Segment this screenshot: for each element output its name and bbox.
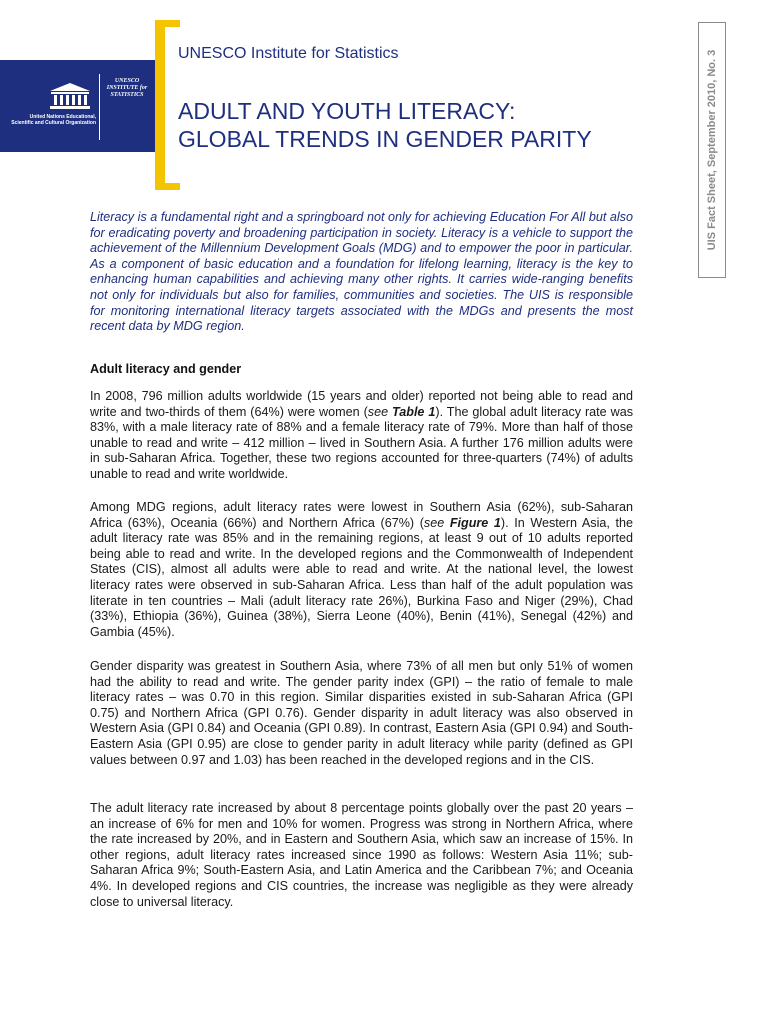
paragraph-2	[90, 500, 633, 640]
unesco-temple-icon	[48, 82, 92, 110]
un-caption: United Nations Educational, Scientific and Cultural Organization	[11, 114, 96, 126]
paragraph-4: The adult literacy rate increased by about 8 percentage points globally over the past 20 years – an increase of 6% for men and 10% for women. Progress was strong in Northern Africa, where the rate increased by 20%, and in Eastern and Southern Asia, which saw an increase of 15%. In other regions, adult literacy rates increased since 1990 as follows: Western Asia 11%; sub-Saharan Africa 9%; South-Eastern Asia, and Latin America and the Caribbean 7%; and Oceania 4%. In developed regions and CIS countries, the increase was negligible as they were already close to universal literacy.	[90, 801, 633, 909]
logo-divider	[99, 74, 100, 140]
title-line-2: GLOBAL TRENDS IN GENDER PARITY	[178, 126, 592, 152]
paragraph-3: Gender disparity was greatest in Southern Asia, where 73% of all men but only 51% of women had the ability to read and write. The gender parity index (GPI) – the ratio of female to male literacy rates – was 0.70 in this region. Similar disparities existed in sub-Saharan Africa (GPI 0.75) and Northern Africa (GPI 0.76). Gender disparity in adult literacy was also observed in Western Asia (GPI 0.84) and Oceania (GPI 0.89). In contrast, Eastern Asia (GPI 0.94) and South-Eastern Asia (GPI 0.95) are close to gender parity in adult literacy while parity (defined as GPI values between 0.97 and 1.03) has been reached in the developed regions and in the CIS.	[90, 659, 633, 767]
section-heading: Adult literacy and gender	[90, 362, 242, 376]
paragraph-2-text-a: Among MDG regions, adult literacy rates were lowest in Southern Asia (62%), sub-Saharan Africa (63%), Oceania (66%) and Northern Africa (67%) (	[90, 500, 633, 530]
see-word: see	[423, 515, 445, 530]
yellow-bracket-bottom	[155, 183, 180, 190]
yellow-bracket-top	[155, 20, 180, 27]
paragraph-1	[90, 389, 633, 483]
uis-logo-text: UNESCO INSTITUTE for STATISTICS	[106, 78, 148, 98]
yellow-bracket	[155, 20, 165, 190]
intro-paragraph: Literacy is a fundamental right and a springboard not only for achieving Education For All but also for eradicating poverty and broadening participation in society. Literacy is a vehicle to support the achievement of the Millennium Development Goals (MDG) and to empower the poor in particular. As a component of basic education and a foundation for lifelong learning, literacy is the key to enhancing human capabilities and achieving many other rights. It carries wide-ranging benefits not only for individuals but also for families, communities and societies. The UIS is responsible for monitoring international literacy targets associated with the MDGs and presents the most recent data by MDG region.	[90, 210, 633, 334]
table-1-reference: Table 1	[392, 404, 436, 419]
paragraph-2-text-b: ). In Western Asia, the adult literacy rate was 85% and in the remaining regions, at least 9 out of 10 adults reported being able to read and write. In the developed regions and the Commonwealth of Independent States (CIS), almost all adults were able to read and write. At the national level, the lowest literacy rates were observed in sub-Saharan Africa. Less than half of the adult population was literate in ten countries – Mali (adult literacy rate 26%), Burkina Faso and Niger (29%), Chad (33%), Ethiopia (36%), Guinea (38%), Sierra Leone (40%), Benin (41%), Senegal (42%) and Gambia (45%).	[90, 515, 633, 639]
see-word: see	[367, 404, 389, 419]
unesco-logo-block	[0, 60, 155, 152]
figure-1-reference: Figure 1	[449, 515, 501, 530]
fact-sheet-label: UIS Fact Sheet, September 2010, No. 3	[706, 49, 718, 251]
paragraph-1-text-b: ). The global adult literacy rate was 83%, with a male literacy rate of 88% and a female literacy rate of 79%. More than half of those unable to read and write – 412 million – lived in Southern Asia. A further 176 million adults were in sub-Saharan Africa. Together, these two regions accounted for three-quarters (74%) of adults unable to read and write worldwide.	[90, 404, 633, 481]
title-line-1: ADULT AND YOUTH LITERACY:	[178, 98, 516, 124]
organization-name: UNESCO Institute for Statistics	[178, 45, 399, 62]
page-title	[178, 97, 592, 153]
paragraph-1-text-a: In 2008, 796 million adults worldwide (15 years and older) reported not being able to read and write and two-thirds of them (64%) were women (	[90, 389, 633, 419]
